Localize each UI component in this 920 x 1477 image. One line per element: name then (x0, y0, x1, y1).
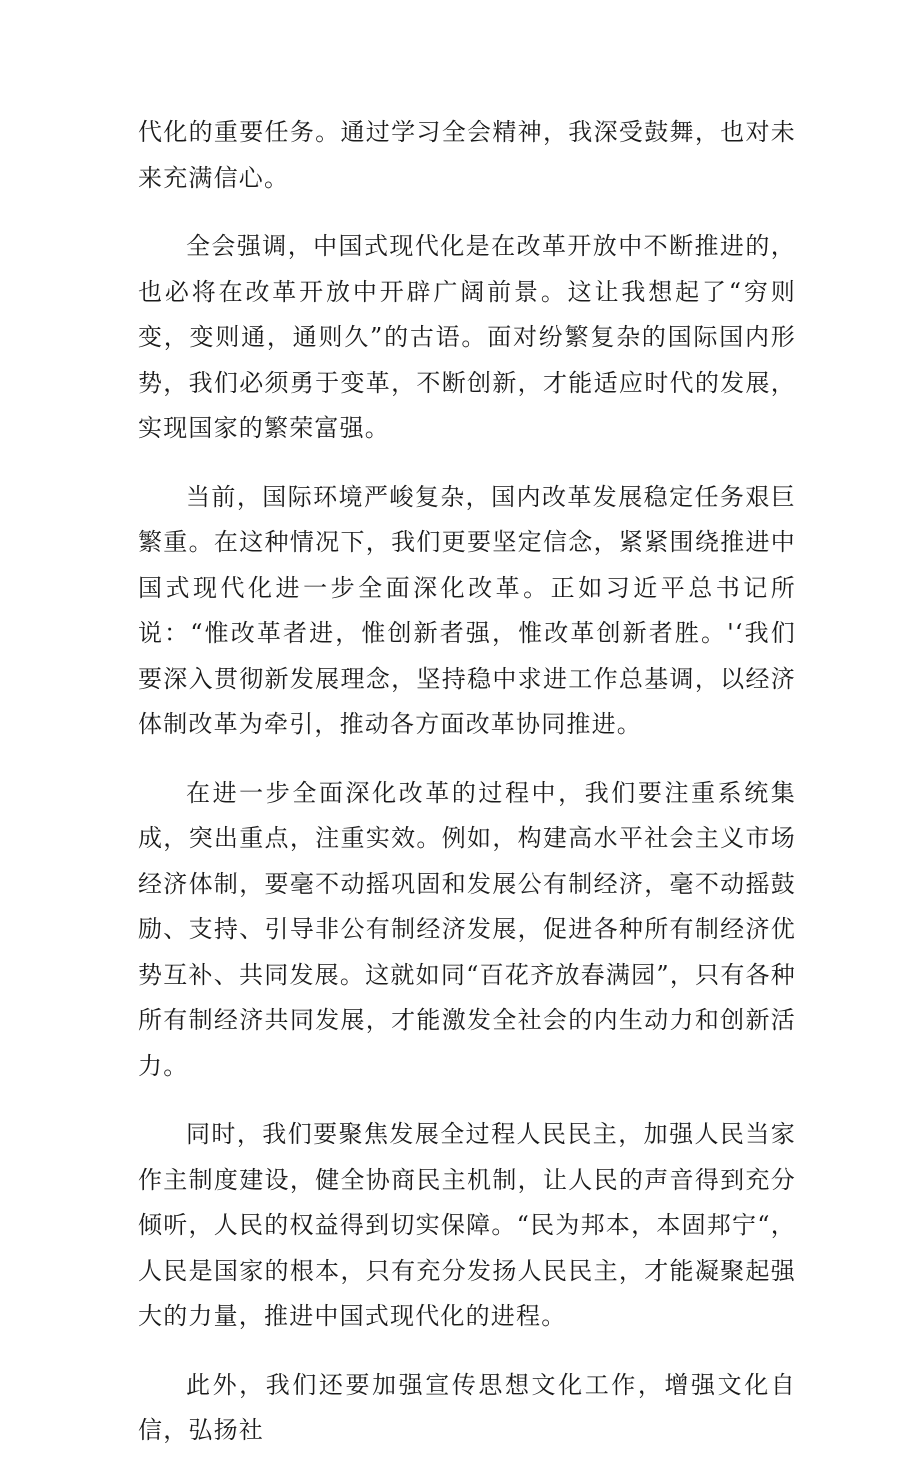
paragraph-4: 在进一步全面深化改革的过程中，我们要注重系统集成，突出重点，注重实效。例如，构建高水平社会主义市场经济体制，要毫不动摇巩固和发展公有制经济，毫不动摇鼓励、支持、引导非公有制经济发展，促进各种所有制经济优势互补、共同发展。这就如同“百花齐放春满园”，只有各种所有制经济共同发展，才能激发全社会的内生动力和创新活力。 (138, 778, 796, 1080)
paragraph-6: 此外，我们还要加强宣传思想文化工作，增强文化自信，弘扬社 (138, 1370, 796, 1444)
paragraph-3: 当前，国际环境严峻复杂，国内改革发展稳定任务艰巨繁重。在这种情况下，我们更要坚定信念，紧紧围绕推进中国式现代化进一步全面深化改革。正如习近平总书记所说：“惟改革者进，惟创新者强，惟改革创新者胜。'‘我们要深入贯彻新发展理念，坚持稳中求进工作总基调，以经济体制改革为牵引，推动各方面改革协同推进。 (138, 482, 796, 738)
paragraph-5: 同时，我们要聚焦发展全过程人民民主，加强人民当家作主制度建设，健全协商民主机制，让人民的声音得到充分倾听，人民的权益得到切实保障。“民为邦本，本固邦宁“，人民是国家的根本，只有充分发扬人民民主，才能凝聚起强大的力量，推进中国式现代化的进程。 (138, 1120, 796, 1330)
document-body (138, 110, 796, 1477)
paragraph-2: 全会强调，中国式现代化是在改革开放中不断推进的，也必将在改革开放中开辟广阔前景。这让我想起了“穷则变，变则通，通则久”的古语。面对纷繁复杂的国际国内形势，我们必须勇于变革，不断创新，才能适应时代的发展，实现国家的繁荣富强。 (138, 232, 796, 442)
paragraph-1: 代化的重要任务。通过学习全会精神，我深受鼓舞，也对未来充满信心。 (138, 118, 796, 192)
